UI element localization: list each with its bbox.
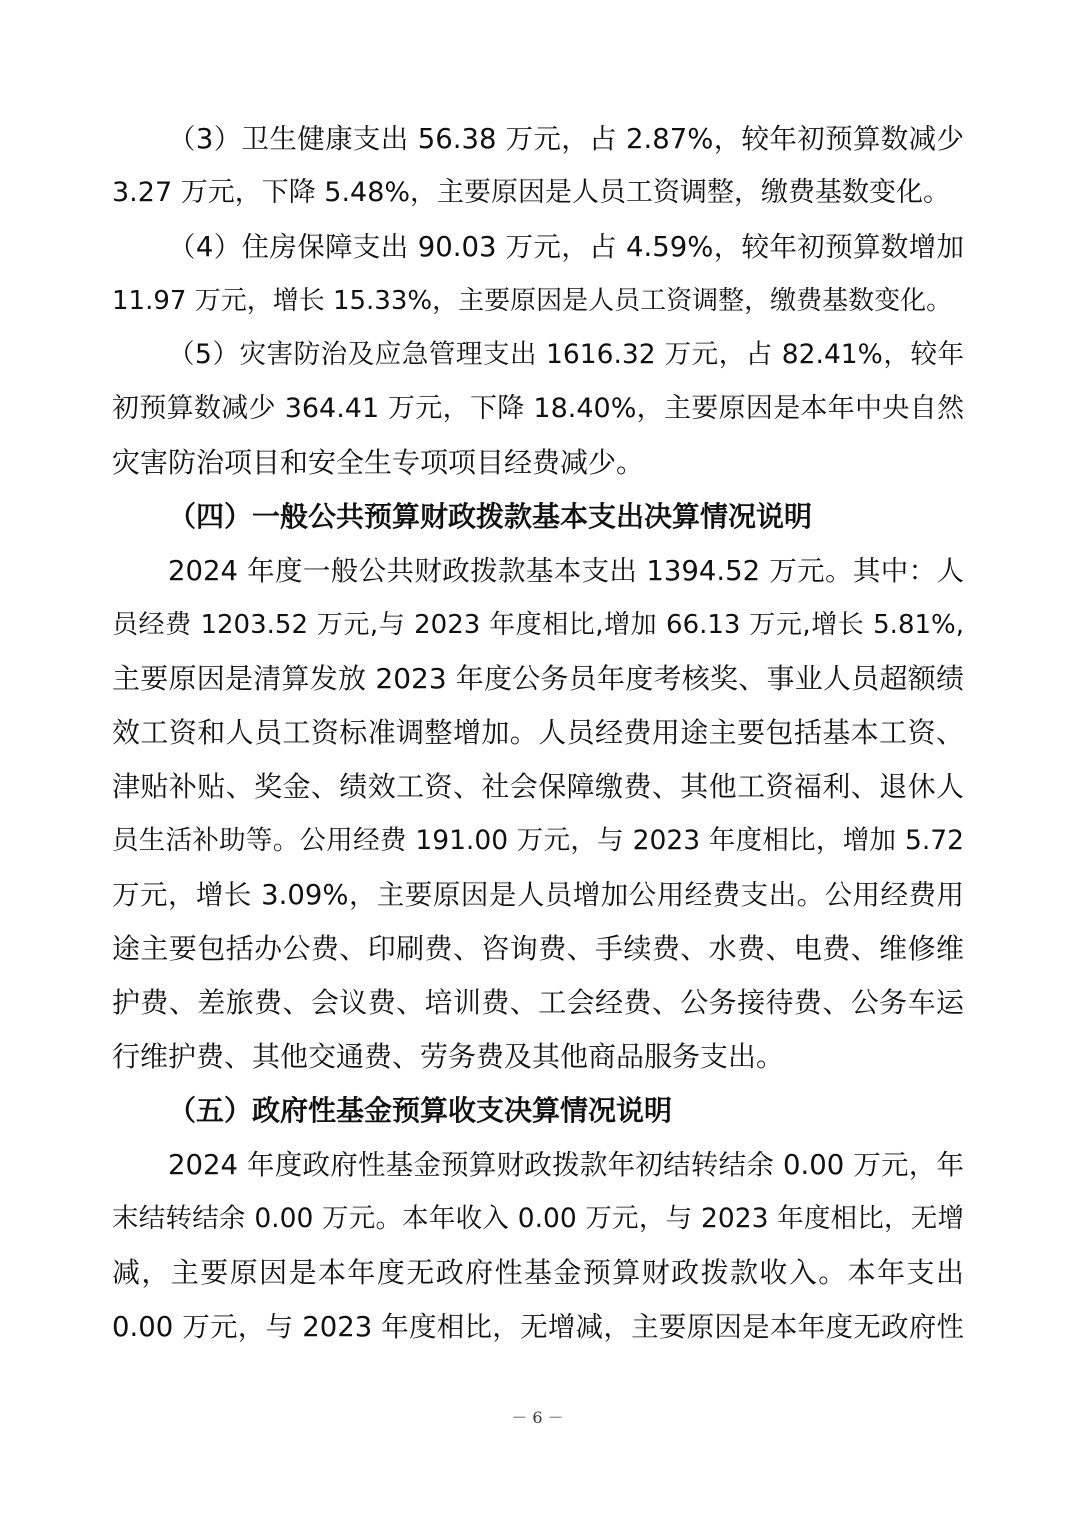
text-line: 途主要包括办公费、印刷费、咨询费、手续费、水费、电费、维修维 [112,932,964,965]
text-line: 11.97 万元，增长 15.33%，主要原因是人员工资调整，缴费基数变化。 [112,286,953,316]
text-line: 津贴补贴、奖金、绩效工资、社会保障缴费、其他工资福利、退休人 [112,770,964,803]
text-line: 行维护费、其他交通费、劳务费及其他商品服务支出。 [112,1040,785,1073]
text-line: 效工资和人员工资标准调整增加。人员经费用途主要包括基本工资、 [112,716,964,749]
paragraph-disaster-expenditure [112,328,964,490]
text-line: （4）住房保障支出 90.03 万元，占 4.59%，较年初预算数增加 [168,231,964,263]
section-heading-government-fund: （五）政府性基金预算收支决算情况说明 [168,1094,673,1127]
text-line: 2024 年度政府性基金预算财政拨款年初结转结余 0.00 万元，年 [168,1149,964,1181]
text-line: 灾害防治项目和安全生专项项目经费减少。 [112,446,645,479]
text-line: 减，主要原因是本年度无政府性基金预算财政拨款收入。本年支出 [112,1256,964,1289]
text-line: 护费、差旅费、会议费、培训费、工会经费、公务接待费、公务车运 [112,986,964,1019]
paragraph-housing-expenditure [112,220,964,328]
page-number: － 6 － [511,1408,564,1427]
text-line: 0.00 万元，与 2023 年度相比，无增减，主要原因是本年度无政府性 [112,1311,964,1343]
text-line: 3.27 万元，下降 5.48%，主要原因是人员工资调整，缴费基数变化。 [112,177,951,208]
text-line: 初预算数减少 364.41 万元，下降 18.40%，主要原因是本年中央自然 [112,393,964,424]
document-page [112,112,964,1354]
text-line: 员经费 1203.52 万元,与 2023 年度相比,增加 66.13 万元,增长 5.81%, [112,610,964,640]
text-line: 万元，增长 3.09%，主要原因是人员增加公用经费支出。公用经费用 [112,879,964,911]
text-line: 员生活补助等。公用经费 191.00 万元，与 2023 年度相比，增加 5.72 [112,825,964,856]
paragraph-basic-expenditure [112,544,964,1084]
text-line: 末结转结余 0.00 万元。本年收入 0.00 万元，与 2023 年度相比，无增 [112,1203,964,1234]
text-line: 主要原因是清算发放 2023 年度公务员年度考核奖、事业人员超额绩 [112,662,964,695]
paragraph-government-fund [112,1138,964,1354]
text-line: （3）卫生健康支出 56.38 万元，占 2.87%，较年初预算数减少 [168,123,964,155]
section-heading-basic-expenditure: （四）一般公共预算财政拨款基本支出决算情况说明 [168,500,813,533]
paragraph-health-expenditure [112,112,964,220]
text-line: （5）灾害防治及应急管理支出 1616.32 万元，占 82.41%，较年 [168,339,964,370]
text-line: 2024 年度一般公共财政拨款基本支出 1394.52 万元。其中：人 [168,555,964,587]
